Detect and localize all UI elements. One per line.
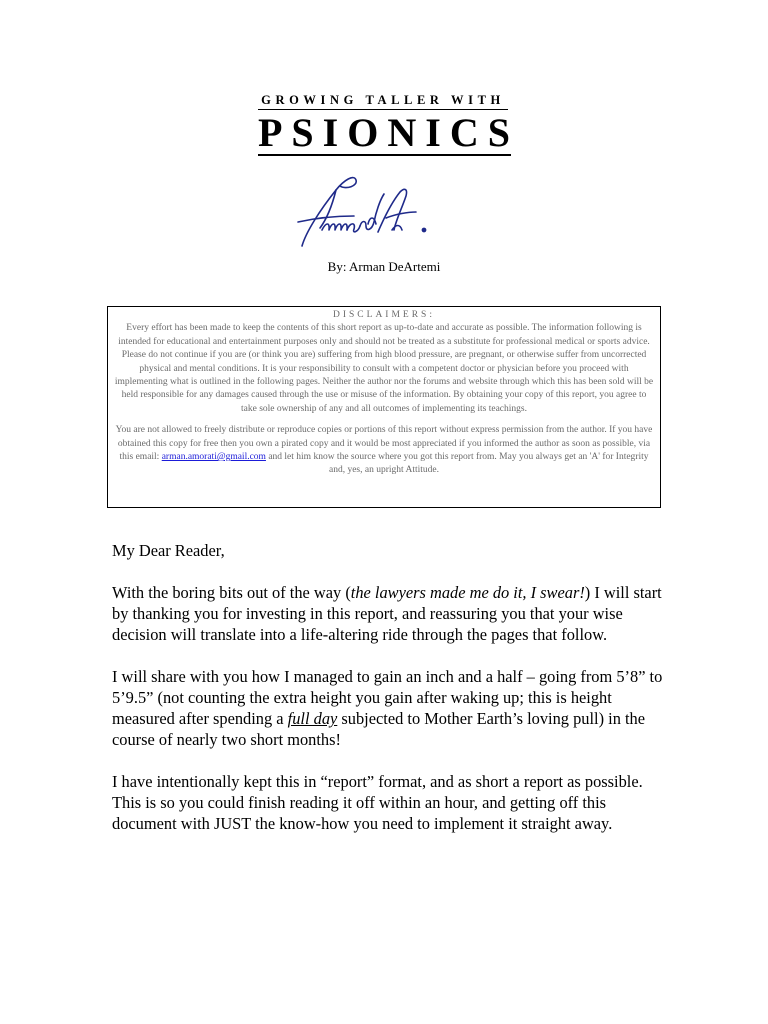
disclaimer-box <box>107 306 661 508</box>
letter-paragraph-2 <box>112 666 672 750</box>
letter-paragraph-3: I have intentionally kept this in “report” format, and as short a report as possible. This is so you could finish reading it off within an hour, and getting off this document with JUST the know-how you need to implement it straight away. <box>112 772 643 833</box>
author-signature <box>296 172 436 252</box>
letter-greeting: My Dear Reader, <box>112 541 225 560</box>
italic-aside: the lawyers made me do it, I swear! <box>350 583 585 602</box>
author-byline: By: Arman DeArtemi <box>327 259 441 274</box>
document-title: PSIONICS <box>258 110 519 155</box>
emphasized-phrase: full day <box>287 709 338 728</box>
document-subtitle: GROWING TALLER WITH <box>258 92 508 110</box>
paragraph-text: ) I will start by thanking you for investing in this report, and reassuring you that your wise decision will translate into a life-altering ride through the pages that follow. <box>112 583 662 644</box>
author-email-link[interactable]: arman.amorati@gmail.com <box>161 452 266 463</box>
letter-paragraph-1 <box>112 582 672 645</box>
distribution-notice-text: You are not allowed to freely distribute or reproduce copies or portions of this report without express permission from the author. If you have obtained this copy for free then you own a pirated copy and it would be most appreciated if you informed the author as soon as possible, via this email: <box>115 425 653 463</box>
distribution-notice-text-end: and let him know the source where you got this report from. May you always get an 'A' for Integrity and, yes, an upright Attitude. <box>265 452 649 476</box>
letter-body <box>112 540 672 855</box>
disclaimer-heading: DISCLAIMERS: <box>333 310 435 320</box>
paragraph-text: I will share with you how I managed to gain an inch and a half – going from 5’8” to 5’9.5” (not counting the extra height you gain after waking up; this is height measured after spending a <box>112 667 663 728</box>
distribution-notice <box>114 424 654 478</box>
paragraph-text: With the boring bits out of the way ( <box>112 583 351 602</box>
paragraph-text: subjected to Mother Earth’s loving pull) in the course of nearly two short months! <box>112 709 646 749</box>
disclaimer-paragraph: Every effort has been made to keep the contents of this short report as up-to-date and accurate as possible. The information following is intended for educational and entertainment purposes only and should not be treated as a substitute for professional medical or sports advice. Please do not continue if you are (or think you are) suffering from high blood pressure, are pregnant, or otherwise suffer from uncorrected physical and mental conditions. It is your responsibility to consult with a competent doctor or physician before you proceed with implementing what is outlined in the following pages. Neither the author nor the forums and website through which this has been sold will be held responsible for any damages caused through the use or misuse of the information. By obtaining your copy of this report, you agree to take sole ownership of any and all outcomes of implementing its teachings. <box>114 323 654 414</box>
